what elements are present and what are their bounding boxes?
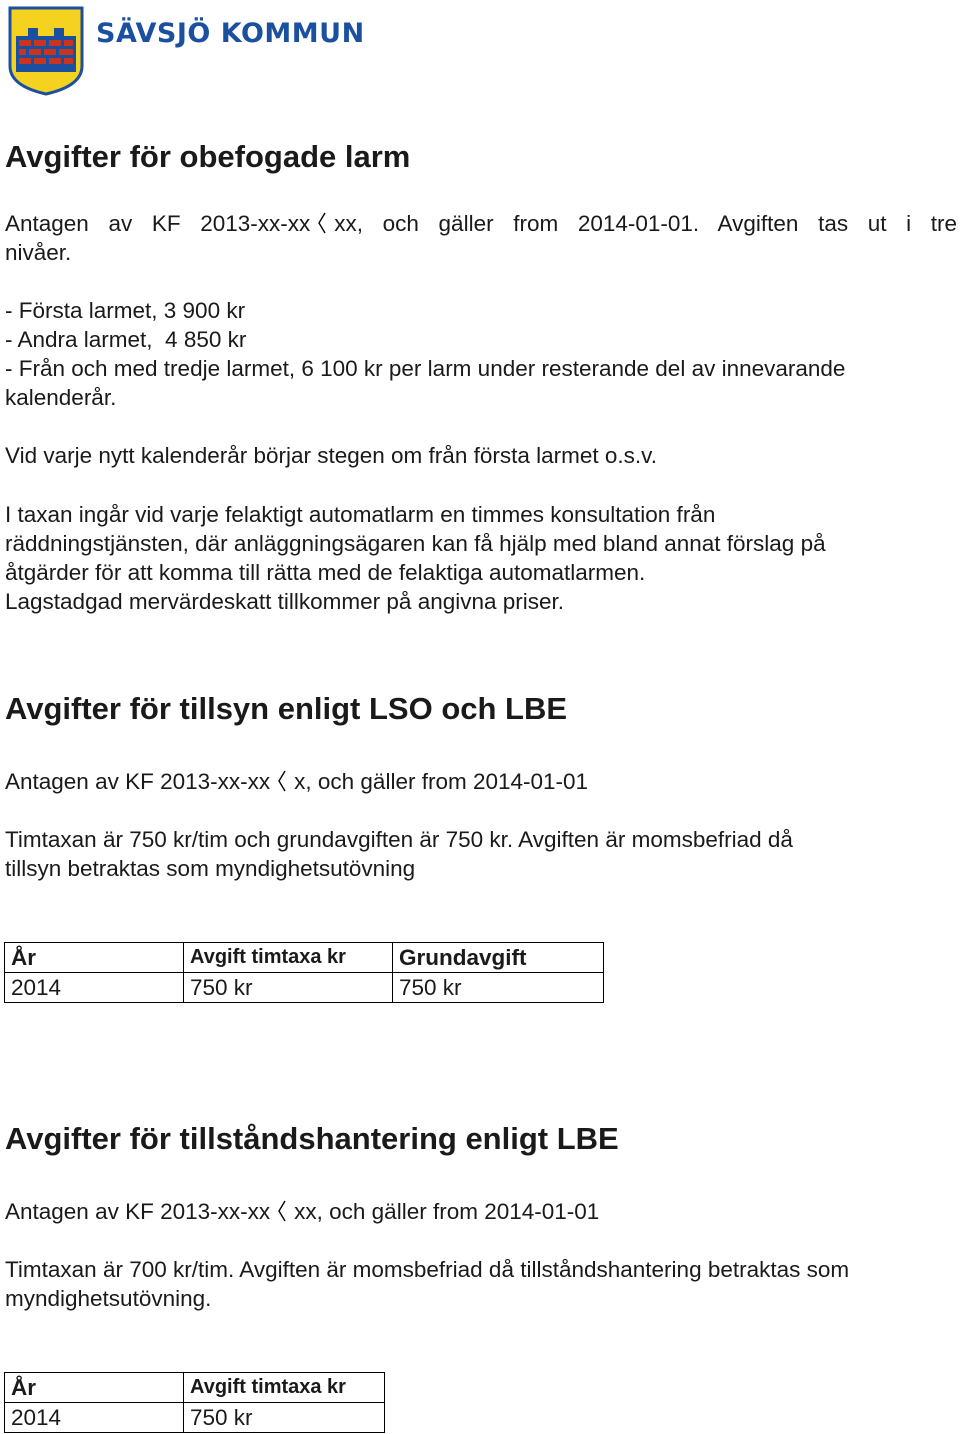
info-line: I taxan ingår vid varje felaktigt automatlarm en timmes konsultation från [5, 502, 716, 527]
adopted-text: Antagen av KF 2013-xx-xx [5, 1199, 271, 1224]
section-title-false-alarms: Avgifter för obefogade larm [5, 139, 411, 174]
adopted-text-rest: x, och gäller from 2014-01-01 [294, 769, 589, 794]
permit-fee-table [4, 1372, 385, 1433]
info-line: åtgärder för att komma till rätta med de felaktiga automatlarmen. [5, 560, 646, 585]
section1-adopted-line1 [5, 209, 957, 238]
section-title-supervision: Avgifter för tillsyn enligt LSO och LBE [5, 691, 568, 726]
cell-hourly-fee: 750 kr [184, 1403, 385, 1433]
section3-rate-line2: myndighetsutövning. [5, 1286, 212, 1311]
header-year: År [5, 1373, 184, 1403]
municipal-shield-logo [8, 6, 84, 96]
adopted-text-rest: xx, och gäller from 2014-01-01 [294, 1199, 600, 1224]
cell-base-fee: 750 kr [393, 973, 604, 1003]
section1-adopted-line2: nivåer. [5, 240, 72, 265]
fee-item-third: - Från och med tredje larmet, 6 100 kr per larm under resterande del av innevarande [5, 356, 846, 381]
revision-mark-icon [276, 770, 288, 792]
header-hourly-fee: Avgift timtaxa kr [184, 1373, 385, 1403]
fee-item-first: - Första larmet, 3 900 kr [5, 298, 246, 323]
fee-item-third-cont: kalenderår. [5, 385, 117, 410]
info-line: Lagstadgad mervärdeskatt tillkommer på angivna priser. [5, 589, 565, 614]
adopted-text: Antagen av KF 2013-xx-xx [5, 769, 271, 794]
section3-rate-line1: Timtaxan är 700 kr/tim. Avgiften är momsbefriad då tillståndshantering betraktas som [5, 1257, 850, 1282]
cell-year: 2014 [5, 1403, 184, 1433]
adopted-text-rest: xx, och gäller from 2014-01-01. Avgiften tas ut i tre [334, 211, 957, 236]
info-line: räddningstjänsten, där anläggningsägaren kan få hjälp med bland annat förslag på [5, 531, 826, 556]
section2-rate-line1: Timtaxan är 750 kr/tim och grundavgiften är 750 kr. Avgiften är momsbefriad då [5, 827, 793, 852]
adopted-text: Antagen av KF 2013-xx-xx [5, 211, 311, 236]
revision-mark-icon [276, 1200, 288, 1222]
brand-name: SÄVSJÖ KOMMUN [96, 18, 365, 49]
table-header-row [5, 1373, 385, 1403]
table-row [5, 973, 604, 1003]
cell-hourly-fee: 750 kr [184, 973, 393, 1003]
section2-rate-line2: tillsyn betraktas som myndighetsutövning [5, 856, 416, 881]
cell-year: 2014 [5, 973, 184, 1003]
reset-note: Vid varje nytt kalenderår börjar stegen om från första larmet o.s.v. [5, 443, 657, 468]
revision-mark-icon [316, 212, 328, 234]
supervision-fee-table [4, 942, 604, 1003]
section3-adopted-line [5, 1197, 599, 1226]
header-hourly-fee: Avgift timtaxa kr [184, 943, 393, 973]
table-header-row [5, 943, 604, 973]
section2-adopted-line [5, 767, 588, 796]
section-title-permits: Avgifter för tillståndshantering enligt LBE [5, 1121, 619, 1156]
header-base-fee: Grundavgift [393, 943, 604, 973]
header-year: År [5, 943, 184, 973]
table-row [5, 1403, 385, 1433]
fee-item-second: - Andra larmet, 4 850 kr [5, 327, 247, 352]
